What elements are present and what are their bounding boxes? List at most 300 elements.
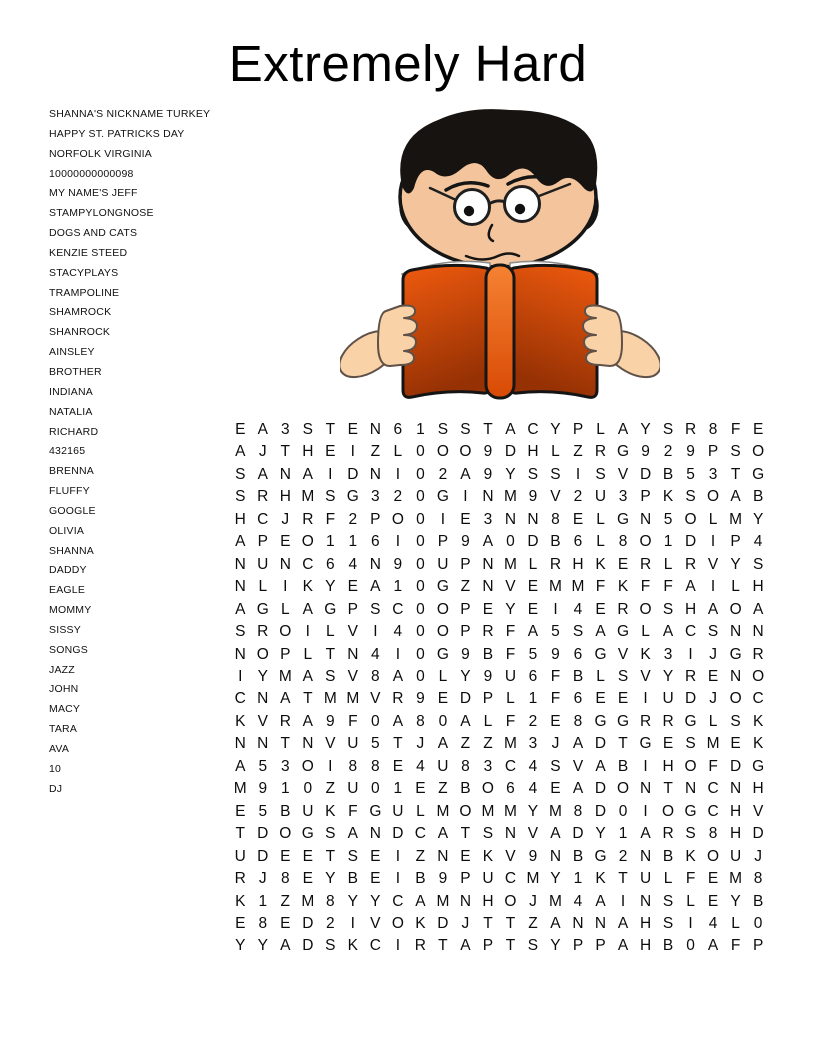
word-list-item: GOOGLE [49,504,96,517]
grid-row [229,644,769,666]
grid-letter: Z [415,847,426,865]
grid-letter: T [393,735,403,753]
grid-letter: T [325,421,336,438]
grid-letter: 6 [573,690,583,708]
grid-letter: 9 [483,443,493,461]
grid-letter: A [415,892,426,910]
grid-letter: 6 [371,533,380,551]
grid-letter: 8 [708,825,718,843]
grid-letter: C [752,690,764,708]
word-list-item: JAZZ [49,663,75,676]
word-list-item: OLIVIA [49,524,85,537]
glasses-right-lens [505,187,540,222]
grid-letter: S [325,937,336,955]
grid-letter: E [617,555,629,573]
grid-letter: I [710,533,716,551]
grid-letter: G [616,510,630,528]
word-list-item: FLUFFY [49,485,90,498]
grid-letter: D [459,690,472,708]
grid-letter: 1 [393,578,403,596]
grid-letter: O [684,510,697,528]
grid-letter: R [662,712,674,730]
grid-letter: P [595,937,606,955]
grid-letter: 6 [573,533,583,551]
grid-letter: 0 [416,555,425,573]
grid-letter: J [461,914,470,932]
grid-letter: A [437,825,449,843]
grid-letter: H [730,825,742,843]
grid-letter: P [347,600,358,618]
grid-letter: A [707,937,719,955]
grid-letter: 8 [371,757,380,775]
grid-row [229,846,769,868]
grid-letter: H [752,578,764,596]
grid-letter: 8 [258,914,268,932]
grid-letter: O [459,802,472,820]
grid-letter: O [684,757,697,775]
grid-letter: 2 [438,465,448,483]
grid-letter: S [595,465,606,483]
grid-letter: N [504,510,517,528]
grid-letter: U [662,690,674,708]
grid-row [229,891,769,913]
grid-letter: M [301,892,315,910]
grid-letter: D [594,780,607,798]
grid-letter: Z [280,892,291,910]
grid-letter: 1 [348,533,358,551]
word-list-item: HAPPY ST. PATRICKS DAY [49,127,185,140]
grid-letter: F [505,712,516,730]
grid-letter: 3 [483,757,493,775]
grid-letter: 9 [461,645,470,663]
grid-letter: K [662,488,674,506]
grid-letter: O [504,892,517,910]
grid-letter: O [481,780,494,798]
grid-letter: Y [325,870,336,888]
grid-letter: F [640,578,651,596]
grid-letter: B [572,667,584,685]
grid-letter: S [730,443,741,461]
grid-letter: E [482,600,494,618]
grid-letter: O [391,914,404,932]
grid-letter: T [505,914,516,932]
word-list-item: SISSY [49,623,81,636]
grid-letter: A [460,937,471,955]
grid-letter: V [505,847,516,865]
grid-letter: M [526,870,540,888]
grid-letter: 1 [663,533,673,551]
grid-letter: G [256,600,269,618]
grid-letter: M [503,802,517,820]
grid-letter: 9 [393,555,403,573]
grid-letter: P [752,937,764,955]
grid-letter: E [235,914,246,932]
grid-letter: H [730,802,742,820]
grid-letter: 8 [461,757,470,775]
grid-letter: P [482,937,494,955]
grid-row [229,868,769,890]
grid-letter: P [280,645,291,663]
grid-row [229,756,769,778]
grid-letter: O [301,757,314,775]
grid-letter: R [684,667,697,685]
grid-row [229,621,769,643]
grid-letter: 3 [280,757,290,775]
grid-letter: R [617,600,629,618]
grid-letter: 0 [416,443,425,461]
word-list-item: SHANNA [49,544,94,557]
grid-letter: R [414,937,426,955]
grid-letter: H [752,780,764,798]
grid-letter: N [639,510,652,528]
grid-letter: 6 [528,667,538,685]
right-eye [515,204,525,214]
grid-letter: B [662,937,674,955]
word-list-item: BRENNA [49,465,94,478]
grid-letter: 2 [528,712,538,730]
grid-letter: 2 [573,488,583,506]
grid-letter: E [707,870,719,888]
grid-letter: A [482,533,494,551]
grid-letter: N [730,780,742,798]
grid-row [229,576,769,598]
grid-letter: L [596,533,605,551]
grid-letter: S [482,825,494,843]
grid-letter: Y [257,667,268,685]
grid-letter: A [280,937,291,955]
grid-letter: E [460,510,471,528]
grid-letter: I [620,892,626,910]
grid-letter: O [459,443,472,461]
grid-letter: M [233,780,247,798]
grid-letter: A [595,757,606,775]
grid-letter: D [504,443,517,461]
grid-letter: O [279,825,292,843]
grid-letter: H [279,488,291,506]
grid-letter: I [328,757,333,775]
grid-letter: V [640,667,651,685]
grid-letter: 2 [393,488,403,506]
grid-letter: Y [730,555,741,573]
grid-letter: Y [257,937,268,955]
grid-letter: A [595,623,606,641]
grid-letter: Y [505,600,516,618]
grid-letter: I [395,465,401,483]
grid-letter: K [415,914,426,932]
grid-letter: N [347,645,359,663]
word-list-item: DJ [49,782,63,795]
grid-letter: A [235,443,246,461]
grid-letter: L [303,645,313,663]
grid-letter: G [684,802,697,820]
boy-reading-illustration [340,104,660,414]
grid-letter: 1 [528,690,538,708]
grid-letter: Z [460,735,471,753]
grid-letter: O [391,510,404,528]
grid-letter: B [617,757,629,775]
grid-letter: G [436,645,449,663]
grid-letter: T [730,465,741,483]
grid-letter: 5 [258,757,268,775]
grid-letter: E [550,712,561,730]
grid-letter: S [662,892,674,910]
grid-letter: 9 [528,847,538,865]
grid-row [229,778,769,800]
grid-letter: 9 [551,645,560,663]
grid-letter: 5 [528,645,538,663]
grid-letter: M [503,488,517,506]
grid-letter: 4 [573,600,583,618]
grid-letter: P [572,937,584,955]
grid-letter: K [235,712,246,730]
grid-letter: N [234,735,246,753]
grid-letter: T [280,735,291,753]
grid-letter: A [527,623,539,641]
grid-letter: L [596,421,605,438]
grid-letter: J [258,870,267,888]
grid-letter: A [302,667,313,685]
grid-letter: T [663,780,673,798]
grid-letter: Y [662,667,674,685]
grid-letter: 1 [280,780,290,798]
grid-letter: B [460,780,471,798]
grid-letter: 0 [416,645,425,663]
grid-letter: N [302,735,314,753]
grid-letter: 0 [753,914,763,932]
grid-letter: R [684,421,697,438]
grid-row [229,666,769,688]
grid-letter: E [347,578,358,596]
grid-letter: O [752,667,765,685]
grid-letter: A [550,825,561,843]
grid-letter: F [348,712,358,730]
grid-letter: N [482,488,494,506]
grid-letter: L [280,600,290,618]
grid-letter: P [257,533,268,551]
grid-letter: I [283,578,288,596]
grid-letter: A [302,712,313,730]
grid-letter: Z [325,780,336,798]
grid-row [229,531,769,553]
grid-letter: P [730,533,741,551]
grid-letter: U [639,870,652,888]
grid-letter: V [572,757,584,775]
word-list-item: EAGLE [49,584,86,597]
grid-letter: N [639,780,652,798]
grid-letter: Y [505,465,516,483]
grid-letter: S [730,712,741,730]
grid-letter: 5 [663,510,673,528]
grid-letter: 8 [573,712,583,730]
grid-letter: E [595,600,606,618]
grid-letter: E [280,847,291,865]
grid-letter: D [572,825,584,843]
grid-row [229,464,769,486]
grid-letter: 3 [528,735,538,753]
grid-letter: O [436,600,449,618]
grid-letter: D [257,847,269,865]
grid-letter: 0 [371,780,380,798]
grid-letter: N [594,914,607,932]
grid-letter: A [437,735,449,753]
grid-letter: H [482,892,494,910]
grid-letter: M [549,892,562,910]
left-hand [378,306,417,367]
grid-letter: N [257,690,269,708]
grid-letter: O [301,533,314,551]
grid-letter: 8 [371,667,380,685]
grid-letter: 9 [416,690,425,708]
grid-letter: T [505,937,516,955]
word-list-item: MOMMY [49,604,92,617]
grid-letter: 1 [618,825,628,843]
grid-letter: M [729,510,743,528]
grid-letter: S [752,555,764,573]
word-list [49,105,210,800]
grid-letter: M [436,892,450,910]
grid-letter: S [685,825,696,843]
grid-letter: I [395,645,401,663]
grid-letter: A [505,421,516,438]
grid-letter: K [347,937,358,955]
grid-letter: I [710,578,716,596]
grid-letter: E [662,735,674,753]
grid-letter: A [302,465,313,483]
grid-letter: C [504,870,517,888]
grid-letter: A [617,937,629,955]
grid-letter: G [301,825,314,843]
grid-letter: N [572,914,584,932]
grid-letter: G [729,645,742,663]
grid-letter: 0 [303,780,313,798]
grid-letter: R [684,555,697,573]
grid-letter: G [594,847,607,865]
grid-letter: C [707,780,719,798]
right-hand [583,306,622,367]
grid-letter: A [370,578,381,596]
grid-letter: D [392,825,404,843]
grid-letter: I [643,802,648,820]
grid-letter: C [392,892,404,910]
grid-letter: H [639,937,652,955]
grid-letter: R [302,510,314,528]
word-list-item: AINSLEY [49,346,95,359]
grid-letter: G [436,578,449,596]
grid-letter: O [707,847,720,865]
grid-letter: S [370,600,381,618]
grid-letter: I [643,690,648,708]
grid-letter: E [235,802,246,820]
grid-letter: 1 [258,892,268,910]
grid-letter: S [302,421,313,438]
grid-letter: V [752,802,764,820]
grid-letter: H [234,510,246,528]
grid-letter: L [438,667,448,685]
grid-letter: I [328,465,333,483]
grid-letter: R [257,488,269,506]
grid-letter: B [572,847,584,865]
grid-letter: I [463,488,468,506]
grid-letter: K [235,892,246,910]
grid-letter: 3 [280,421,290,438]
grid-letter: T [618,870,628,888]
grid-letter: R [639,555,652,573]
grid-letter: Y [550,937,561,955]
grid-row [229,688,769,710]
grid-letter: T [460,825,471,843]
grid-letter: 5 [551,623,560,641]
grid-letter: V [550,488,561,506]
word-list-item: DADDY [49,564,87,577]
word-list-item: SHAMROCK [49,306,112,319]
grid-letter: A [257,421,268,438]
grid-letter: R [257,623,269,641]
grid-letter: V [505,578,516,596]
grid-letter: R [392,690,404,708]
grid-letter: 9 [641,443,650,461]
grid-letter: R [549,555,562,573]
grid-letter: 9 [461,533,470,551]
grid-letter: C [369,937,381,955]
grid-letter: D [594,735,607,753]
grid-letter: F [730,421,741,438]
grid-letter: A [280,690,291,708]
letter-grid [229,419,769,958]
grid-letter: C [257,510,269,528]
grid-letter: D [527,533,539,551]
word-list-item: MACY [49,703,81,716]
grid-letter: L [326,623,335,641]
grid-letter: K [595,555,606,573]
grid-letter: G [594,645,607,663]
grid-letter: U [257,555,269,573]
grid-letter: F [685,870,696,888]
grid-letter: O [639,533,652,551]
grid-letter: E [235,421,246,438]
grid-letter: B [415,870,426,888]
grid-letter: 8 [326,892,335,910]
grid-letter: P [460,623,471,641]
grid-letter: I [395,870,401,888]
grid-letter: E [595,690,606,708]
grid-letter: C [302,555,314,573]
grid-letter: U [347,735,359,753]
grid-letter: P [640,488,651,506]
grid-letter: O [436,623,449,641]
grid-letter: 9 [438,870,448,888]
grid-letter: G [616,623,630,641]
grid-letter: H [639,914,652,932]
grid-letter: G [346,488,359,506]
grid-letter: U [347,780,359,798]
grid-letter: A [707,600,719,618]
grid-letter: K [302,578,313,596]
grid-letter: H [302,443,314,461]
grid-letter: H [662,757,674,775]
grid-letter: E [572,510,584,528]
grid-letter: K [595,870,606,888]
word-list-item: 432165 [49,445,86,458]
grid-row [229,733,769,755]
grid-letter: A [617,421,629,438]
grid-letter: Y [370,892,381,910]
grid-letter: N [504,825,517,843]
grid-letter: S [662,600,674,618]
grid-letter: U [594,488,607,506]
grid-letter: I [350,914,355,932]
grid-letter: K [752,735,764,753]
grid-letter: A [595,892,606,910]
